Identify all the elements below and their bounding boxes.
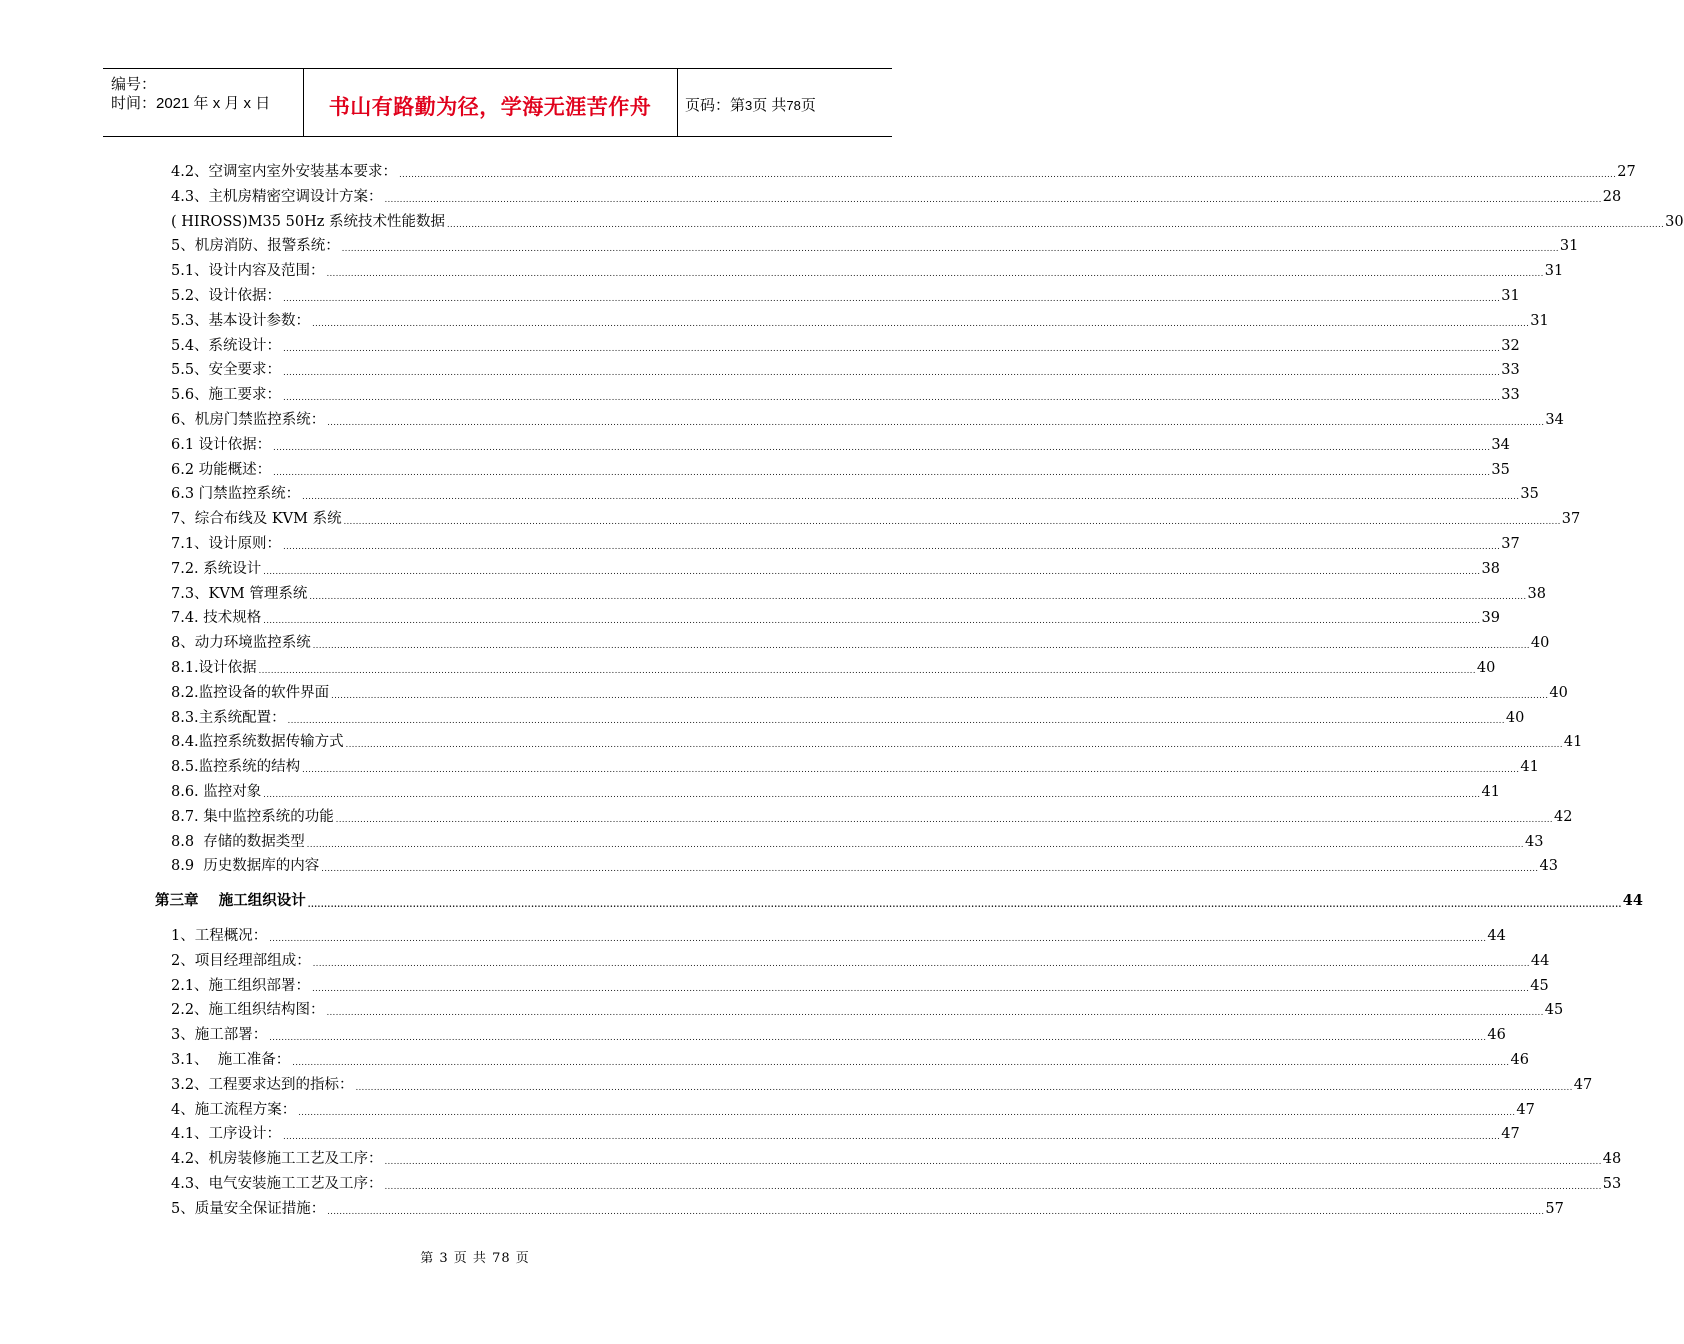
toc-entry[interactable] (171, 408, 1564, 430)
toc-leader-dots: ................................................................................................................................................................................................................................................................................................................................................................................................................ (263, 790, 1481, 799)
toc-entry-page: 31 (1530, 312, 1549, 329)
toc-entry-page: 33 (1501, 387, 1520, 404)
toc-leader-dots: ................................................................................................................................................................................................................................................................................................................................................................................................................ (446, 219, 1665, 229)
toc-leader-dots: ................................................................................................................................................................................................................................................................................................................................................................................................................ (292, 1058, 1510, 1067)
toc-entry[interactable] (171, 1122, 1520, 1144)
toc-entry[interactable] (171, 309, 1549, 331)
toc-entry-title: 5.5、安全要求： (171, 362, 282, 379)
toc-entry-title: ( HIROSS)M35 50Hz 系统技术性能数据 (171, 213, 445, 230)
toc-entry[interactable] (171, 383, 1520, 405)
toc-leader-dots: ................................................................................................................................................................................................................................................................................................................................................................................................................ (283, 368, 1501, 378)
toc-entry-page: 41 (1563, 734, 1583, 751)
toc-leader-dots: ................................................................................................................................................................................................................................................................................................................................................................................................................ (273, 467, 1491, 477)
toc-entry-page: 42 (1553, 808, 1573, 825)
toc-entry-page: 31 (1559, 238, 1579, 255)
toc-entry[interactable] (171, 656, 1496, 678)
toc-entry-page: 47 (1516, 1101, 1535, 1118)
toc-entry-title: 8.6. 监控对象 (171, 784, 262, 800)
toc-entry-page: 33 (1501, 362, 1520, 379)
toc-entry-page: 39 (1481, 610, 1500, 627)
header-motto: 书山有路勤为径，学海无涯苦作舟 (328, 94, 652, 119)
toc-entry-page: 46 (1487, 1027, 1506, 1044)
toc-entry[interactable] (171, 210, 1684, 232)
toc-entry-page: 28 (1602, 188, 1622, 205)
toc-entry[interactable] (171, 631, 1550, 653)
toc-entry-page: 41 (1481, 784, 1500, 800)
toc-entry-title: 6.1 设计依据： (171, 436, 272, 453)
footer-suffix: 页 (515, 1251, 530, 1266)
toc-entry-page: 35 (1520, 486, 1539, 503)
toc-entry[interactable] (171, 582, 1546, 604)
toc-entry-title: 5.4、系统设计： (171, 337, 282, 354)
toc-entry[interactable] (171, 482, 1539, 504)
page-suffix: 页 (800, 97, 816, 114)
toc-leader-dots: ................................................................................................................................................................................................................................................................................................................................................................................................................ (309, 591, 1527, 601)
toc-entry-title: 6.3 门禁监控系统： (171, 486, 301, 503)
page-mid: 页 共 (752, 97, 787, 114)
toc-entry-page: 35 (1491, 461, 1510, 478)
toc-leader-dots: ................................................................................................................................................................................................................................................................................................................................................................................................................ (283, 294, 1501, 303)
toc-entry[interactable] (171, 284, 1520, 306)
toc-chapter-entry[interactable] (155, 889, 1643, 911)
toc-entry[interactable] (171, 924, 1506, 946)
toc-entry-title: 5.6、施工要求： (171, 387, 282, 404)
header-page-number (685, 94, 816, 115)
toc-entry-title: 8.9 历史数据库的内容 (171, 858, 320, 875)
toc-entry-title: 3.1、 施工准备： (171, 1052, 291, 1068)
toc-entry[interactable] (171, 185, 1622, 207)
toc-entry-page: 45 (1530, 977, 1549, 994)
toc-leader-dots: ................................................................................................................................................................................................................................................................................................................................................................................................................ (312, 318, 1530, 328)
toc-entry-title: 7.3、KVM 管理系统 (171, 585, 308, 602)
toc-entry-title: 1、工程概况： (171, 928, 268, 944)
toc-entry[interactable] (171, 1197, 1564, 1219)
toc-entry[interactable] (171, 458, 1510, 480)
toc-entry-page: 32 (1501, 337, 1520, 354)
toc-entry-page: 53 (1602, 1176, 1622, 1192)
toc-entry[interactable] (171, 1147, 1622, 1169)
toc-entry[interactable] (171, 805, 1573, 827)
toc-entry[interactable] (171, 854, 1558, 876)
page-prefix: 页码：第 (685, 97, 746, 114)
toc-entry-page: 44 (1530, 952, 1550, 969)
footer-total: 78 (492, 1251, 511, 1266)
toc-leader-dots: ................................................................................................................................................................................................................................................................................................................................................................................................................ (399, 170, 1617, 179)
toc-leader-dots: ................................................................................................................................................................................................................................................................................................................................................................................................................ (273, 442, 1491, 452)
toc-entry-page: 41 (1520, 759, 1539, 776)
toc-entry-page: 34 (1491, 436, 1510, 453)
toc-entry[interactable] (171, 358, 1520, 380)
header-page-cell (677, 69, 892, 136)
toc-entry[interactable] (171, 606, 1500, 628)
toc-entry-title: 5、质量安全保证措施： (171, 1200, 326, 1217)
toc-entry[interactable] (171, 433, 1510, 455)
toc-entry-title: 3、施工部署： (171, 1027, 268, 1044)
toc-entry-page: 46 (1510, 1052, 1529, 1068)
toc-leader-dots: ................................................................................................................................................................................................................................................................................................................................................................................................................ (312, 641, 1530, 651)
toc-entry-title: 2.2、施工组织结构图： (171, 1002, 325, 1019)
toc-entry-page: 27 (1617, 164, 1636, 180)
toc-leader-dots: ................................................................................................................................................................................................................................................................................................................................................................................................................ (287, 715, 1505, 725)
toc-entry-title: 5.2、设计依据： (171, 288, 282, 304)
toc-entry-title: 8.8 存储的数据类型 (171, 833, 305, 850)
toc-entry[interactable] (171, 974, 1549, 996)
toc-entry-title: 7.4. 技术规格 (171, 610, 262, 627)
toc-entry-title: 4.2、空调室内室外安装基本要求： (171, 164, 398, 180)
toc-entry-title: 8、动力环境监控系统 (171, 635, 311, 652)
toc-leader-dots: ................................................................................................................................................................................................................................................................................................................................................................................................................ (283, 343, 1501, 353)
toc-entry[interactable] (171, 334, 1520, 356)
toc-leader-dots: ................................................................................................................................................................................................................................................................................................................................................................................................................ (258, 666, 1476, 675)
toc-entry-title: 8.5.监控系统的结构 (171, 759, 301, 776)
toc-entry[interactable] (171, 780, 1500, 802)
toc-leader-dots: ................................................................................................................................................................................................................................................................................................................................................................................................................ (283, 393, 1501, 403)
toc-entry-page: 34 (1545, 412, 1564, 428)
toc-entry[interactable] (171, 507, 1581, 529)
toc-leader-dots: ................................................................................................................................................................................................................................................................................................................................................................................................................ (335, 814, 1553, 824)
toc-entry-title: 6.2 功能概述： (171, 461, 272, 478)
toc-entry-title: 5.1、设计内容及范围： (171, 263, 325, 280)
toc-entry[interactable] (171, 234, 1579, 256)
toc-entry-title: 5、机房消防、报警系统： (171, 238, 340, 255)
toc-entry-page: 44 (1487, 928, 1506, 944)
toc-entry-page: 38 (1527, 585, 1546, 602)
header-left-cell (103, 69, 304, 136)
toc-entry-page: 37 (1501, 536, 1520, 552)
toc-entry[interactable] (171, 557, 1500, 579)
toc-entry-page: 40 (1505, 709, 1525, 726)
toc-entry-title: 8.2.监控设备的软件界面 (171, 684, 330, 701)
toc-entry[interactable] (171, 1073, 1593, 1095)
toc-entry[interactable] (171, 681, 1568, 703)
toc-entry-title: 8.1.设计依据 (171, 660, 257, 676)
toc-entry-title: 4.2、机房装修施工工艺及工序： (171, 1151, 383, 1168)
toc-entry-page: 47 (1573, 1076, 1593, 1093)
toc-leader-dots: ................................................................................................................................................................................................................................................................................................................................................................................................................ (331, 690, 1549, 700)
toc-entry[interactable] (171, 706, 1525, 728)
toc-entry-page: 31 (1501, 288, 1520, 304)
toc-entry-page: 31 (1544, 263, 1564, 280)
toc-entry-title: 第三章 施工组织设计 (155, 892, 306, 910)
toc-leader-dots: ................................................................................................................................................................................................................................................................................................................................................................................................................ (341, 244, 1559, 254)
page-header (103, 68, 892, 137)
document-date: 时间：2021 年 x 月 x 日 (111, 95, 271, 112)
toc-leader-dots: ................................................................................................................................................................................................................................................................................................................................................................................................................ (306, 839, 1524, 849)
footer-prefix: 第 (420, 1251, 435, 1266)
toc-entry-title: 4.1、工序设计： (171, 1126, 282, 1143)
toc-entry-page: 40 (1549, 684, 1568, 701)
toc-entry[interactable] (171, 1172, 1622, 1194)
toc-entry-title: 7.1、设计原则： (171, 536, 282, 552)
toc-entry[interactable] (171, 160, 1636, 182)
toc-leader-dots: ................................................................................................................................................................................................................................................................................................................................................................................................................ (384, 194, 1602, 204)
toc-leader-dots: ................................................................................................................................................................................................................................................................................................................................................................................................................ (302, 765, 1520, 775)
toc-leader-dots: ................................................................................................................................................................................................................................................................................................................................................................................................................ (343, 517, 1561, 527)
toc-entry-title: 4.3、主机房精密空调设计方案： (171, 188, 383, 205)
toc-entry[interactable] (171, 1098, 1535, 1120)
toc-leader-dots: ................................................................................................................................................................................................................................................................................................................................................................................................................ (384, 1157, 1602, 1167)
toc-entry-page: 40 (1530, 635, 1550, 652)
toc-entry-title: 3.2、工程要求达到的指标： (171, 1076, 354, 1093)
toc-leader-dots: ................................................................................................................................................................................................................................................................................................................................................................................................................ (269, 934, 1487, 943)
toc-leader-dots: ................................................................................................................................................................................................................................................................................................................................................................................................................ (283, 1132, 1501, 1142)
toc-entry-title: 2.1、施工组织部署： (171, 977, 311, 994)
toc-entry[interactable] (171, 830, 1544, 852)
toc-entry-title: 7、综合布线及 KVM 系统 (171, 511, 342, 528)
toc-entry-title: 6、机房门禁监控系统： (171, 412, 326, 428)
toc-entry-page: 43 (1539, 858, 1558, 875)
toc-leader-dots: ................................................................................................................................................................................................................................................................................................................................................................................................................ (283, 542, 1501, 551)
toc-entry[interactable] (171, 532, 1520, 554)
toc-entry-page: 57 (1545, 1200, 1564, 1217)
document-number-label: 编号： (111, 76, 157, 93)
toc-leader-dots: ................................................................................................................................................................................................................................................................................................................................................................................................................ (263, 616, 1481, 626)
toc-leader-dots: ................................................................................................................................................................................................................................................................................................................................................................................................................ (384, 1182, 1602, 1191)
toc-leader-dots: ................................................................................................................................................................................................................................................................................................................................................................................................................ (302, 492, 1520, 502)
toc-entry[interactable] (171, 259, 1564, 281)
footer-mid: 页 共 (453, 1251, 487, 1266)
toc-entry-page: 47 (1501, 1126, 1520, 1143)
toc-entry-title: 8.4.监控系统数据传输方式 (171, 734, 344, 751)
toc-entry-page: 37 (1561, 511, 1581, 528)
toc-entry-page: 38 (1481, 560, 1500, 577)
toc-entry-page: 43 (1524, 833, 1544, 850)
toc-leader-dots: ................................................................................................................................................................................................................................................................................................................................................................................................................ (321, 864, 1539, 874)
toc-entry-title: 4.3、电气安装施工工艺及工序： (171, 1176, 383, 1192)
page-current: 3 (745, 98, 753, 113)
toc-leader-dots: ................................................................................................................................................................................................................................................................................................................................................................................................................ (345, 740, 1563, 750)
toc-entry[interactable] (171, 755, 1539, 777)
toc-leader-dots: ................................................................................................................................................................................................................................................................................................................................................................................................................ (269, 1033, 1487, 1043)
toc-entry-title: 5.3、基本设计参数： (171, 312, 311, 329)
toc-entry[interactable] (171, 730, 1583, 752)
toc-entry-page: 30 (1665, 213, 1684, 230)
page-total: 78 (786, 98, 801, 113)
toc-entry-title: 8.7. 集中监控系统的功能 (171, 808, 334, 825)
toc-entry-title: 7.2. 系统设计 (171, 560, 262, 577)
toc-entry-page: 40 (1476, 660, 1496, 676)
toc-entry[interactable] (171, 1023, 1506, 1045)
toc-entry-page: 48 (1602, 1151, 1622, 1168)
toc-entry[interactable] (171, 949, 1550, 971)
toc-entry[interactable] (171, 1048, 1529, 1070)
toc-leader-dots: ................................................................................................................................................................................................................................................................................................................................................................................................................ (263, 566, 1481, 576)
toc-entry-page: 44 (1622, 892, 1643, 910)
toc-leader-dots: ................................................................................................................................................................................................................................................................................................................................................................................................................ (298, 1107, 1516, 1117)
toc-leader-dots: ................................................................................................................................................................................................................................................................................................................................................................................................................ (307, 899, 1622, 910)
toc-entry-title: 4、施工流程方案： (171, 1101, 297, 1118)
toc-leader-dots: ................................................................................................................................................................................................................................................................................................................................................................................................................ (312, 983, 1530, 993)
toc-entry-page: 45 (1544, 1002, 1564, 1019)
toc-leader-dots: ................................................................................................................................................................................................................................................................................................................................................................................................................ (355, 1082, 1573, 1092)
footer-current: 3 (439, 1251, 449, 1266)
header-motto-cell (303, 69, 678, 136)
toc-entry-title: 8.3.主系统配置： (171, 709, 286, 726)
toc-entry-title: 2、项目经理部组成： (171, 952, 311, 969)
page-footer (0, 1247, 950, 1266)
toc-leader-dots: ................................................................................................................................................................................................................................................................................................................................................................................................................ (327, 418, 1545, 427)
toc-leader-dots: ................................................................................................................................................................................................................................................................................................................................................................................................................ (327, 1206, 1545, 1216)
toc-leader-dots: ................................................................................................................................................................................................................................................................................................................................................................................................................ (326, 269, 1544, 279)
toc-leader-dots: ................................................................................................................................................................................................................................................................................................................................................................................................................ (312, 958, 1530, 968)
toc-entry[interactable] (171, 998, 1564, 1020)
toc-leader-dots: ................................................................................................................................................................................................................................................................................................................................................................................................................ (326, 1008, 1544, 1018)
